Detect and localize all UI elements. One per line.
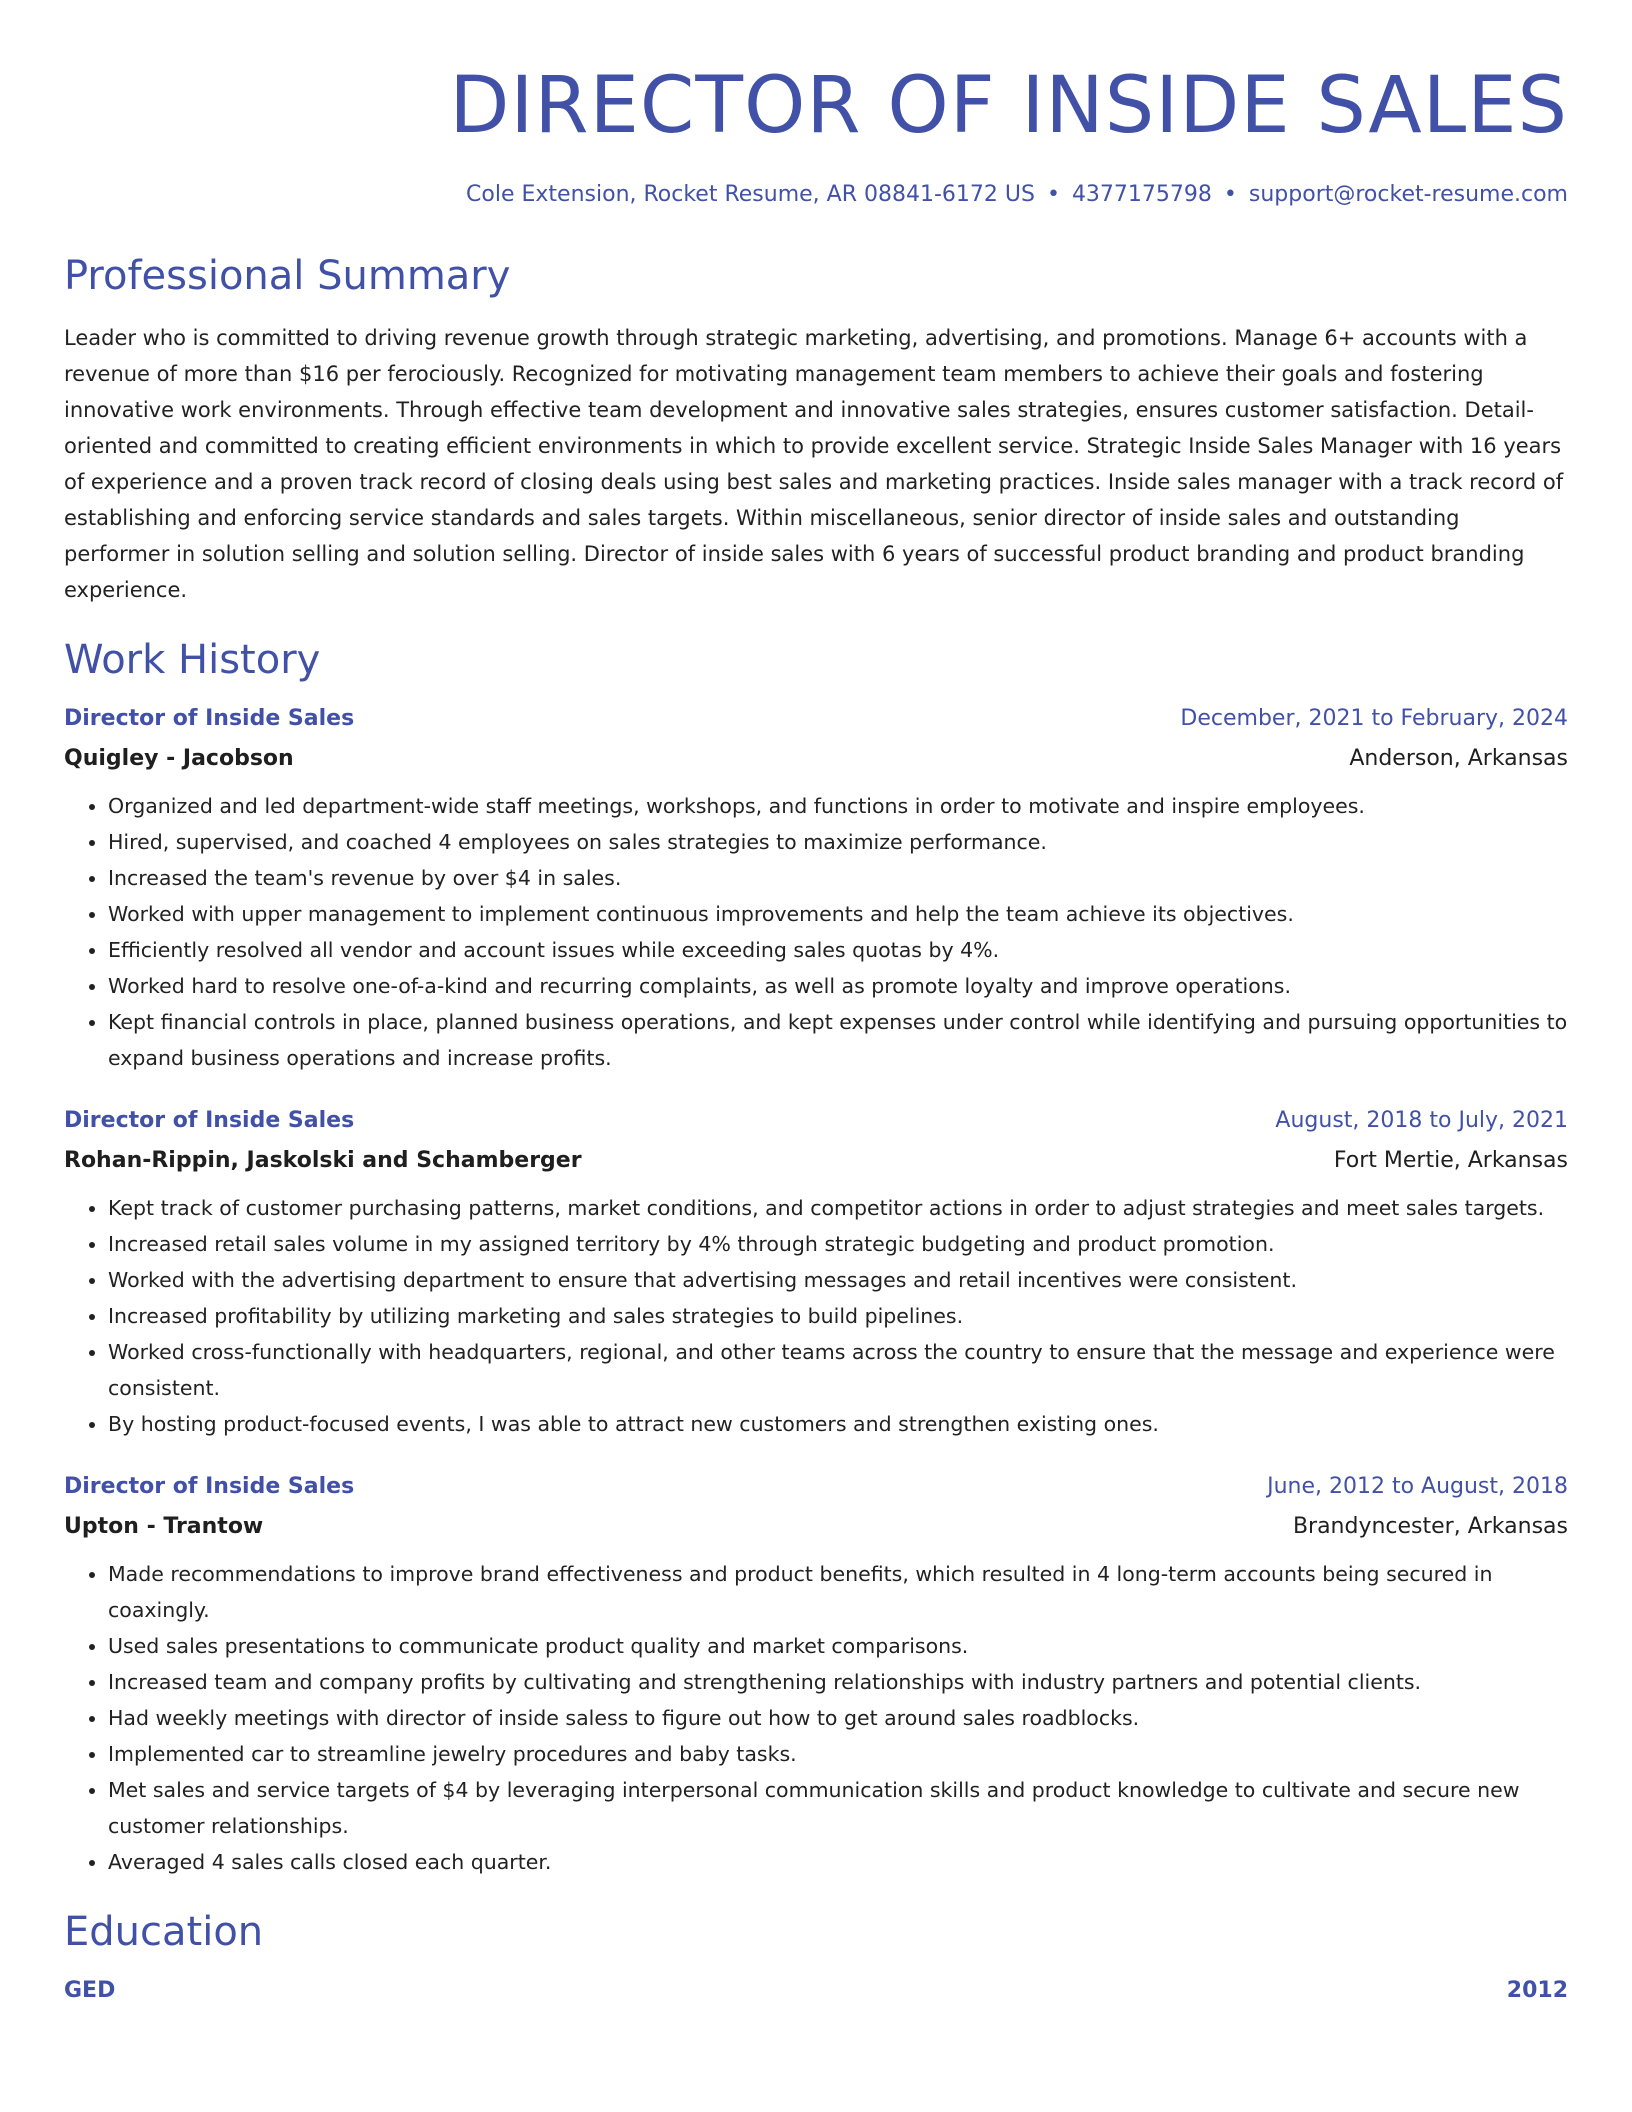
job-title: Director of Inside Sales — [64, 1108, 355, 1133]
job-dates: June, 2012 to August, 2018 — [1267, 1474, 1568, 1499]
job-header-row — [64, 1472, 1568, 1502]
education-heading: Education — [64, 1909, 264, 1955]
job-bullet: • Organized and led department-wide staff meetings, workshops, and functions in order to motivate and inspire employees. — [108, 788, 1568, 824]
job-bullet: • Increased team and company profits by cultivating and strengthening relationships with industry partners and potential clients. — [108, 1664, 1568, 1700]
job-location: Brandyncester, Arkansas — [1292, 1514, 1568, 1539]
summary-heading: Professional Summary — [64, 253, 511, 299]
job-bullet: • Used sales presentations to communicate product quality and market comparisons. — [108, 1628, 1568, 1664]
job-company: Rohan-Rippin, Jaskolski and Schamberger — [64, 1148, 582, 1173]
job-location: Fort Mertie, Arkansas — [1333, 1148, 1568, 1173]
education-entry — [64, 1976, 1568, 2006]
contact-address: Cole Extension, Rocket Resume, AR 08841-6172 US — [466, 182, 1035, 207]
job-bullet: • Met sales and service targets of $4 by leveraging interpersonal communication skills and product knowledge to cultivate and secure new customer relationships. — [108, 1772, 1568, 1844]
contact-email[interactable]: support@rocket-resume.com — [1248, 182, 1568, 207]
contact-line — [64, 180, 1568, 210]
job-bullet: • Made recommendations to improve brand effectiveness and product benefits, which resulted in 4 long-term accounts being secured in coaxingly. — [108, 1556, 1568, 1628]
job-company: Upton - Trantow — [64, 1514, 264, 1539]
job-dates: December, 2021 to February, 2024 — [1180, 706, 1568, 731]
work-history-heading: Work History — [64, 637, 321, 683]
job-entry — [64, 1472, 1568, 1880]
job-bullet: • Implemented car to streamline jewelry procedures and baby tasks. — [108, 1736, 1568, 1772]
job-bullet: • Worked cross-functionally with headquarters, regional, and other teams across the country to ensure that the message and experience were consistent. — [108, 1334, 1568, 1406]
job-bullets — [64, 1190, 1568, 1442]
job-bullet: • By hosting product-focused events, I was able to attract new customers and strengthen existing ones. — [108, 1406, 1568, 1442]
job-company: Quigley - Jacobson — [64, 746, 294, 771]
resume-name: DIRECTOR OF INSIDE SALES — [449, 61, 1568, 151]
job-entry — [64, 1106, 1568, 1442]
resume-page — [64, 0, 1568, 2006]
job-bullet: • Worked with upper management to implement continuous improvements and help the team achieve its objectives. — [108, 896, 1568, 932]
job-entry — [64, 704, 1568, 1076]
job-bullet: • Increased retail sales volume in my assigned territory by 4% through strategic budgeting and product promotion. — [108, 1226, 1568, 1262]
summary-text: Leader who is committed to driving revenue growth through strategic marketing, advertising, and promotions. Manage 6+ accounts with a revenue of more than $16 per ferociously. Recognized for motivating management team members to achieve their goals and fostering innovative work environments. Through effective team development and innovative sales strategies, ensures customer satisfaction. Detail-oriented and committed to creating efficient environments in which to provide excellent service. Strategic Inside Sales Manager with 16 years of experience and a proven track record of closing deals using best sales and marketing practices. Inside sales manager with a track record of establishing and enforcing service standards and sales targets. Within miscellaneous, senior director of inside sales and outstanding performer in solution selling and solution selling. Director of inside sales with 6 years of successful product branding and product branding experience. — [64, 326, 1564, 602]
job-title: Director of Inside Sales — [64, 1474, 355, 1499]
job-bullet: • Increased the team's revenue by over $4 in sales. — [108, 860, 1568, 896]
job-bullet: • Had weekly meetings with director of inside saless to figure out how to get around sales roadblocks. — [108, 1700, 1568, 1736]
job-bullet: • Kept track of customer purchasing patterns, market conditions, and competitor actions in order to adjust strategies and meet sales targets. — [108, 1190, 1568, 1226]
job-bullet: • Worked hard to resolve one-of-a-kind and recurring complaints, as well as promote loyalty and improve operations. — [108, 968, 1568, 1004]
job-company-row — [64, 1502, 1568, 1542]
job-title: Director of Inside Sales — [64, 706, 355, 731]
job-list — [64, 704, 1568, 1880]
job-company-row — [64, 734, 1568, 774]
job-bullet: • Hired, supervised, and coached 4 employees on sales strategies to maximize performance. — [108, 824, 1568, 860]
job-bullets — [64, 788, 1568, 1076]
job-bullet: • Increased profitability by utilizing marketing and sales strategies to build pipelines. — [108, 1298, 1568, 1334]
contact-separator: • — [1046, 182, 1060, 207]
education-year: 2012 — [1506, 1978, 1568, 2003]
contact-separator: • — [1223, 182, 1237, 207]
job-bullets — [64, 1556, 1568, 1880]
job-bullet: • Kept financial controls in place, planned business operations, and kept expenses under control while identifying and pursuing opportunities to expand business operations and increase profits. — [108, 1004, 1568, 1076]
job-header-row — [64, 704, 1568, 734]
job-bullet: • Efficiently resolved all vendor and account issues while exceeding sales quotas by 4%. — [108, 932, 1568, 968]
job-bullet: • Averaged 4 sales calls closed each quarter. — [108, 1844, 1568, 1880]
contact-phone: 4377175798 — [1071, 182, 1212, 207]
job-dates: August, 2018 to July, 2021 — [1275, 1108, 1568, 1133]
education-degree: GED — [64, 1978, 116, 2003]
job-bullet: • Worked with the advertising department to ensure that advertising messages and retail incentives were consistent. — [108, 1262, 1568, 1298]
job-location: Anderson, Arkansas — [1349, 746, 1568, 771]
job-company-row — [64, 1136, 1568, 1176]
job-header-row — [64, 1106, 1568, 1136]
